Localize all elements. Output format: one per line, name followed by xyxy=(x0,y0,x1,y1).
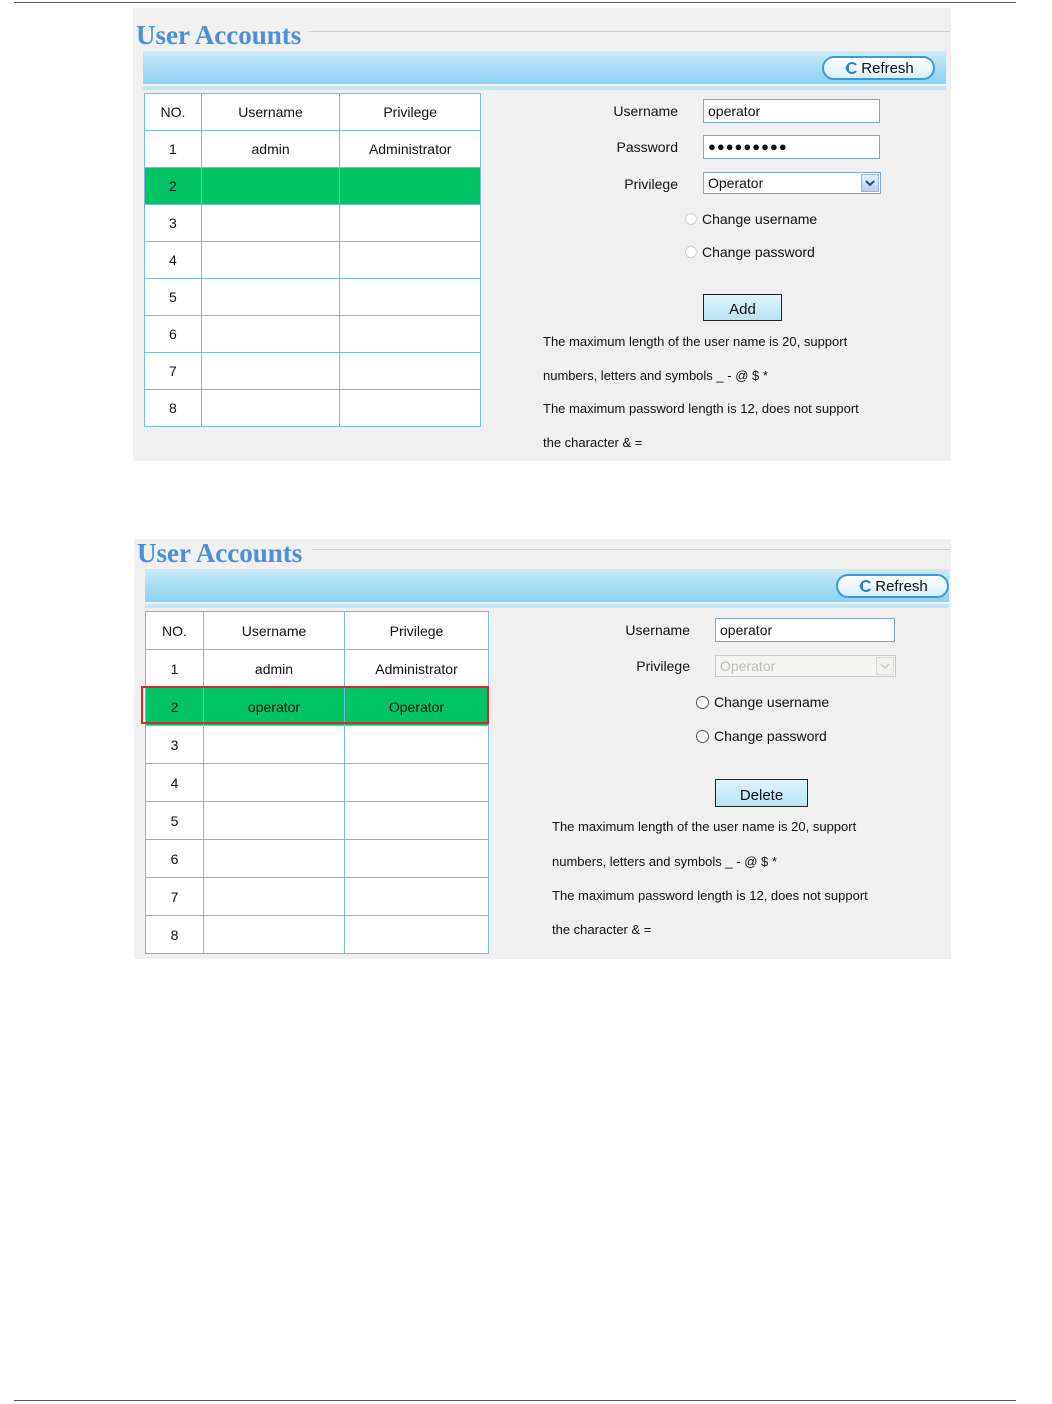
delete-button[interactable]: Delete xyxy=(715,779,808,807)
row-no: 7 xyxy=(145,353,202,390)
refresh-arrow-icon xyxy=(857,579,873,593)
row-username xyxy=(201,279,340,316)
radio-circle[interactable] xyxy=(685,213,697,225)
row-no: 2 xyxy=(146,688,204,726)
row-privilege xyxy=(345,840,489,878)
table-row[interactable] xyxy=(146,916,489,954)
table-row[interactable] xyxy=(146,650,489,688)
panel-title: User Accounts xyxy=(136,20,302,50)
row-username xyxy=(204,878,345,916)
refresh-button[interactable] xyxy=(836,574,949,598)
table-header-row xyxy=(145,94,481,131)
row-privilege xyxy=(345,764,489,802)
privilege-label: Privilege xyxy=(636,658,690,674)
bottom-rule xyxy=(14,1400,1016,1401)
toolbar-underline xyxy=(143,86,946,90)
row-privilege: Administrator xyxy=(340,131,481,168)
row-privilege xyxy=(345,802,489,840)
dropdown-arrow-icon xyxy=(861,174,879,192)
privilege-label: Privilege xyxy=(624,176,678,192)
change-password-label: Change password xyxy=(714,728,827,744)
refresh-arrow-icon xyxy=(843,61,859,75)
change-password-radio[interactable] xyxy=(696,728,827,744)
row-no: 5 xyxy=(146,802,204,840)
change-password-radio[interactable] xyxy=(685,244,815,260)
table-row[interactable] xyxy=(145,279,481,316)
table-row[interactable] xyxy=(146,726,489,764)
row-no: 8 xyxy=(145,390,202,427)
row-username: operator xyxy=(204,688,345,726)
radio-circle[interactable] xyxy=(685,246,697,258)
row-no: 5 xyxy=(145,279,202,316)
title-divider xyxy=(312,549,950,550)
row-privilege xyxy=(340,353,481,390)
row-no: 8 xyxy=(146,916,204,954)
row-username xyxy=(204,840,345,878)
row-no: 7 xyxy=(146,878,204,916)
dropdown-arrow-icon xyxy=(876,657,894,675)
panel-title: User Accounts xyxy=(137,538,303,568)
table-row[interactable] xyxy=(145,353,481,390)
table-row[interactable] xyxy=(145,205,481,242)
privilege-select xyxy=(715,655,896,677)
password-input[interactable]: ●●●●●●●●● xyxy=(703,135,880,159)
privilege-selected-value: Operator xyxy=(708,175,764,191)
row-username xyxy=(201,168,340,205)
note-line: numbers, letters and symbols _ - @ $ * xyxy=(543,368,768,383)
change-username-label: Change username xyxy=(702,211,818,227)
username-label: Username xyxy=(625,622,690,638)
row-privilege xyxy=(340,242,481,279)
table-row[interactable] xyxy=(145,242,481,279)
change-username-radio[interactable] xyxy=(696,694,829,710)
change-username-label: Change username xyxy=(714,694,830,710)
note-line: The maximum length of the user name is 20, support xyxy=(543,334,848,349)
username-input[interactable]: operator xyxy=(715,618,895,642)
row-username: admin xyxy=(201,131,340,168)
note-line: The maximum password length is 12, does not support xyxy=(543,401,859,416)
row-privilege xyxy=(345,916,489,954)
table-row-selected[interactable] xyxy=(145,168,481,205)
radio-circle[interactable] xyxy=(696,730,709,743)
row-username xyxy=(204,726,345,764)
row-username: admin xyxy=(204,650,345,688)
table-row[interactable] xyxy=(146,878,489,916)
table-row[interactable] xyxy=(146,802,489,840)
title-divider xyxy=(308,31,950,32)
row-privilege xyxy=(340,279,481,316)
note-line: The maximum password length is 12, does not support xyxy=(552,888,868,903)
password-label: Password xyxy=(616,139,678,155)
table-row[interactable] xyxy=(145,316,481,353)
row-username xyxy=(204,764,345,802)
privilege-select[interactable] xyxy=(703,172,881,194)
table-row[interactable] xyxy=(145,390,481,427)
row-privilege xyxy=(340,390,481,427)
note-line: The maximum length of the user name is 20, support xyxy=(552,819,857,834)
row-no: 6 xyxy=(146,840,204,878)
row-privilege: Operator xyxy=(345,688,489,726)
table-row[interactable] xyxy=(145,131,481,168)
row-privilege: Administrator xyxy=(345,650,489,688)
table-row[interactable] xyxy=(146,840,489,878)
header-no: NO. xyxy=(146,612,204,650)
row-no: 3 xyxy=(146,726,204,764)
row-username xyxy=(204,802,345,840)
toolbar-underline xyxy=(145,604,949,608)
row-no: 1 xyxy=(145,131,202,168)
add-button[interactable]: Add xyxy=(703,294,782,321)
radio-circle[interactable] xyxy=(696,696,709,709)
note-line: numbers, letters and symbols _ - @ $ * xyxy=(552,854,777,869)
refresh-label: Refresh xyxy=(875,577,928,595)
user-table xyxy=(144,93,481,427)
row-username xyxy=(201,353,340,390)
row-username xyxy=(201,390,340,427)
row-username xyxy=(201,205,340,242)
row-privilege xyxy=(340,205,481,242)
header-username: Username xyxy=(201,94,340,131)
row-privilege xyxy=(345,726,489,764)
row-username xyxy=(201,316,340,353)
refresh-label: Refresh xyxy=(861,59,914,77)
row-privilege xyxy=(340,168,481,205)
header-privilege: Privilege xyxy=(340,94,481,131)
toolbar-bar xyxy=(145,569,949,602)
row-no: 4 xyxy=(145,242,202,279)
note-line: the character & = xyxy=(543,435,643,450)
row-privilege xyxy=(340,316,481,353)
privilege-selected-value: Operator xyxy=(720,658,776,674)
top-rule xyxy=(14,2,1016,3)
row-privilege xyxy=(345,878,489,916)
change-username-radio[interactable] xyxy=(685,211,817,227)
note-line: the character & = xyxy=(552,922,652,937)
header-privilege: Privilege xyxy=(345,612,489,650)
header-username: Username xyxy=(204,612,345,650)
row-no: 1 xyxy=(146,650,204,688)
header-no: NO. xyxy=(145,94,202,131)
row-username xyxy=(204,916,345,954)
table-header-row xyxy=(146,612,489,650)
row-no: 2 xyxy=(145,168,202,205)
user-table xyxy=(145,611,489,954)
row-no: 3 xyxy=(145,205,202,242)
row-no: 4 xyxy=(146,764,204,802)
refresh-button[interactable] xyxy=(822,56,935,80)
username-input[interactable]: operator xyxy=(703,99,880,123)
row-username xyxy=(201,242,340,279)
selected-row-highlight xyxy=(141,686,489,724)
username-label: Username xyxy=(613,103,678,119)
row-no: 6 xyxy=(145,316,202,353)
table-row[interactable] xyxy=(146,764,489,802)
change-password-label: Change password xyxy=(702,244,815,260)
